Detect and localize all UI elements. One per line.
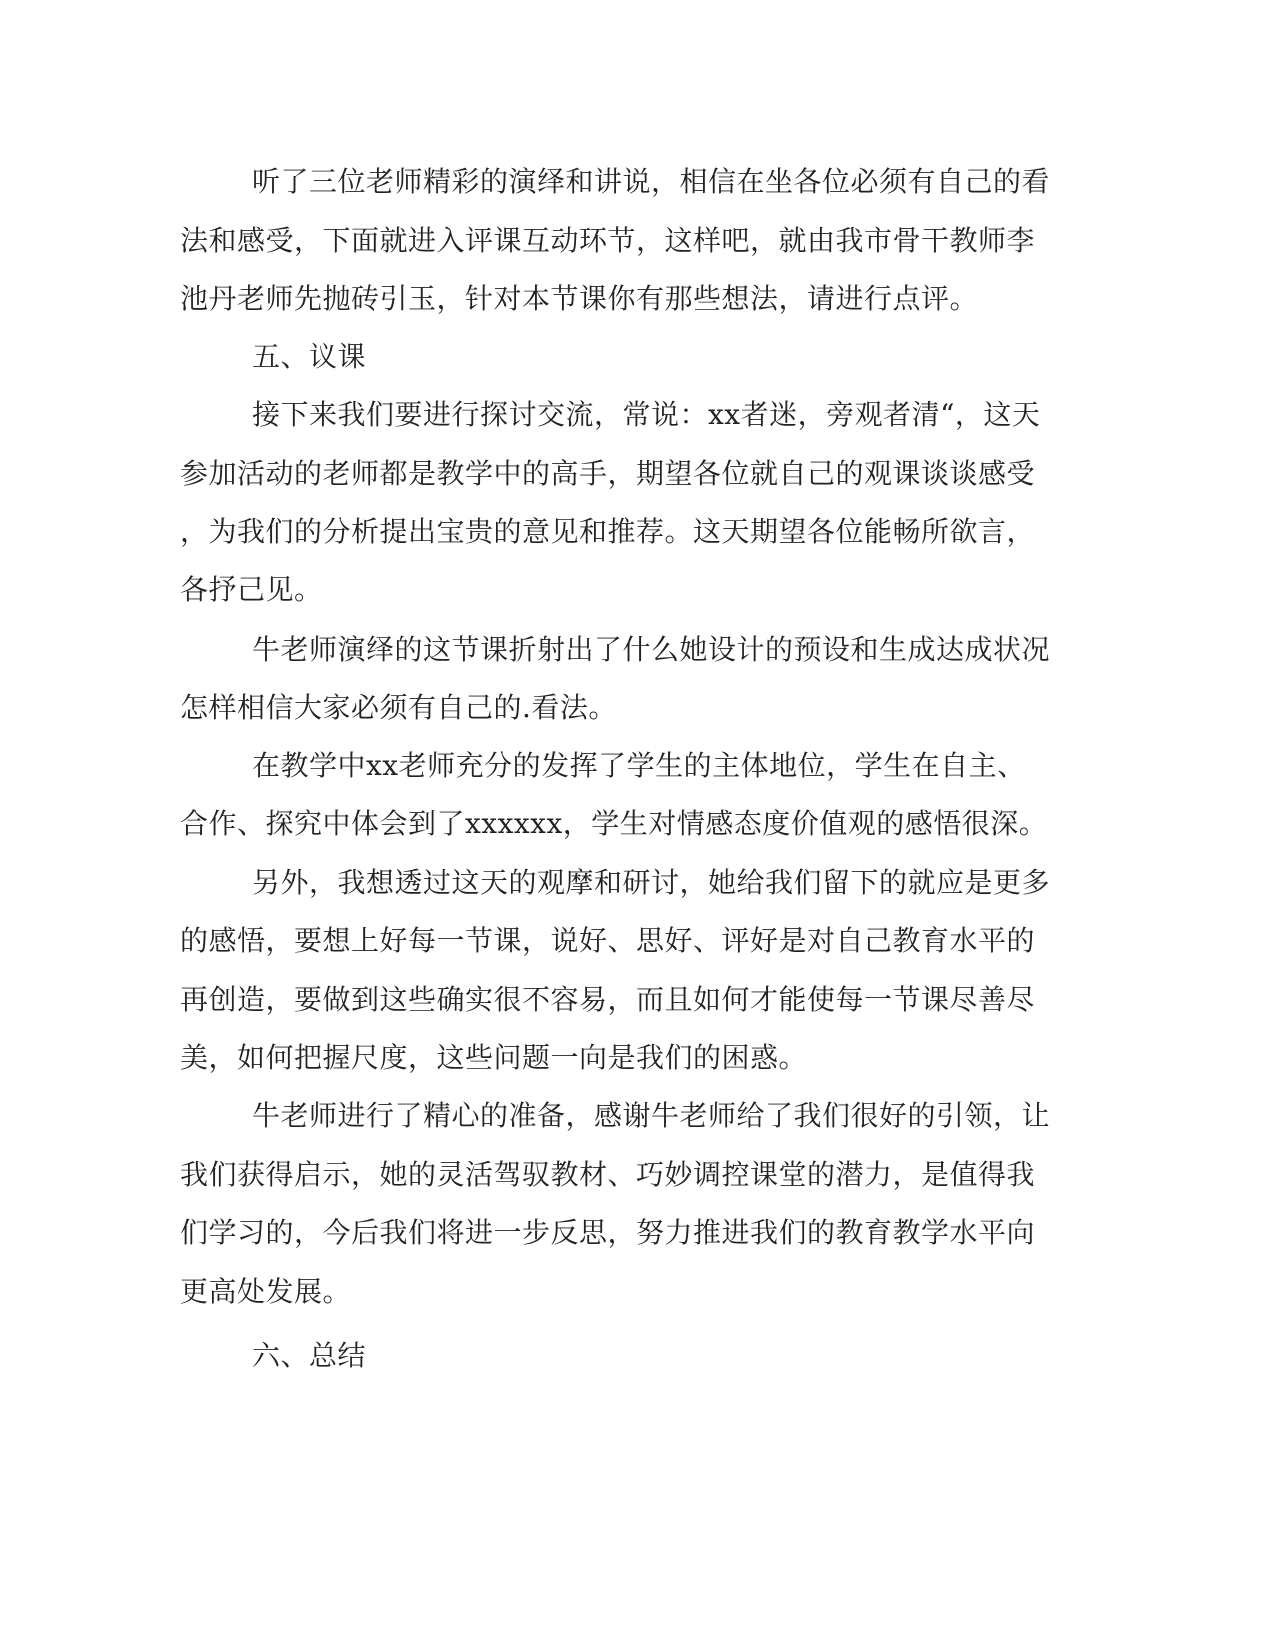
paragraph-line: ，为我们的分析提出宝贵的意见和推荐。这天期望各位能畅所欲言， [180, 515, 1036, 548]
paragraph-line: 我们获得启示，她的灵活驾驭教材、巧妙调控课堂的潜力，是值得我 [180, 1158, 1036, 1191]
paragraph-line: 更高处发展。 [180, 1275, 352, 1308]
paragraph-line: 参加活动的老师都是教学中的高手，期望各位就自己的观课谈谈感受 [180, 457, 1036, 490]
paragraph-line: 在教学中xx老师充分的发挥了学生的主体地位，学生在自主、 [252, 749, 1026, 782]
paragraph-line: 各抒己见。 [180, 573, 323, 606]
section-heading: 六、总结 [252, 1339, 367, 1372]
paragraph-line: 们学习的，今后我们将进一步反思，努力推进我们的教育教学水平向 [180, 1216, 1036, 1249]
paragraph-line: 接下来我们要进行探讨交流，常说：xx者迷，旁观者清“，这天 [252, 398, 1041, 431]
paragraph-line: 怎样相信大家必须有自己的.看法。 [180, 691, 617, 724]
paragraph-line: 再创造，要做到这些确实很不容易，而且如何才能使每一节课尽善尽 [180, 983, 1036, 1016]
paragraph-line: 法和感受，下面就进入评课互动环节，这样吧，就由我市骨干教师李 [180, 224, 1036, 257]
paragraph-line: 合作、探究中体会到了xxxxxx，学生对情感态度价值观的感悟很深。 [180, 807, 1048, 840]
paragraph-line: 牛老师进行了精心的准备，感谢牛老师给了我们很好的引领，让 [252, 1099, 1051, 1132]
section-heading: 五、议课 [252, 340, 367, 373]
paragraph-line: 牛老师演绎的这节课折射出了什么她设计的预设和生成达成状况 [252, 633, 1051, 666]
paragraph-line: 另外，我想透过这天的观摩和研讨，她给我们留下的就应是更多 [252, 866, 1051, 899]
paragraph-line: 的感悟，要想上好每一节课，说好、思好、评好是对自己教育水平的 [180, 924, 1036, 957]
paragraph-line: 听了三位老师精彩的演绎和讲说，相信在坐各位必须有自己的看 [252, 165, 1051, 198]
paragraph-line: 池丹老师先抛砖引玉，针对本节课你有那些想法，请进行点评。 [180, 282, 979, 315]
paragraph-line: 美，如何把握尺度，这些问题一向是我们的困惑。 [180, 1041, 808, 1074]
